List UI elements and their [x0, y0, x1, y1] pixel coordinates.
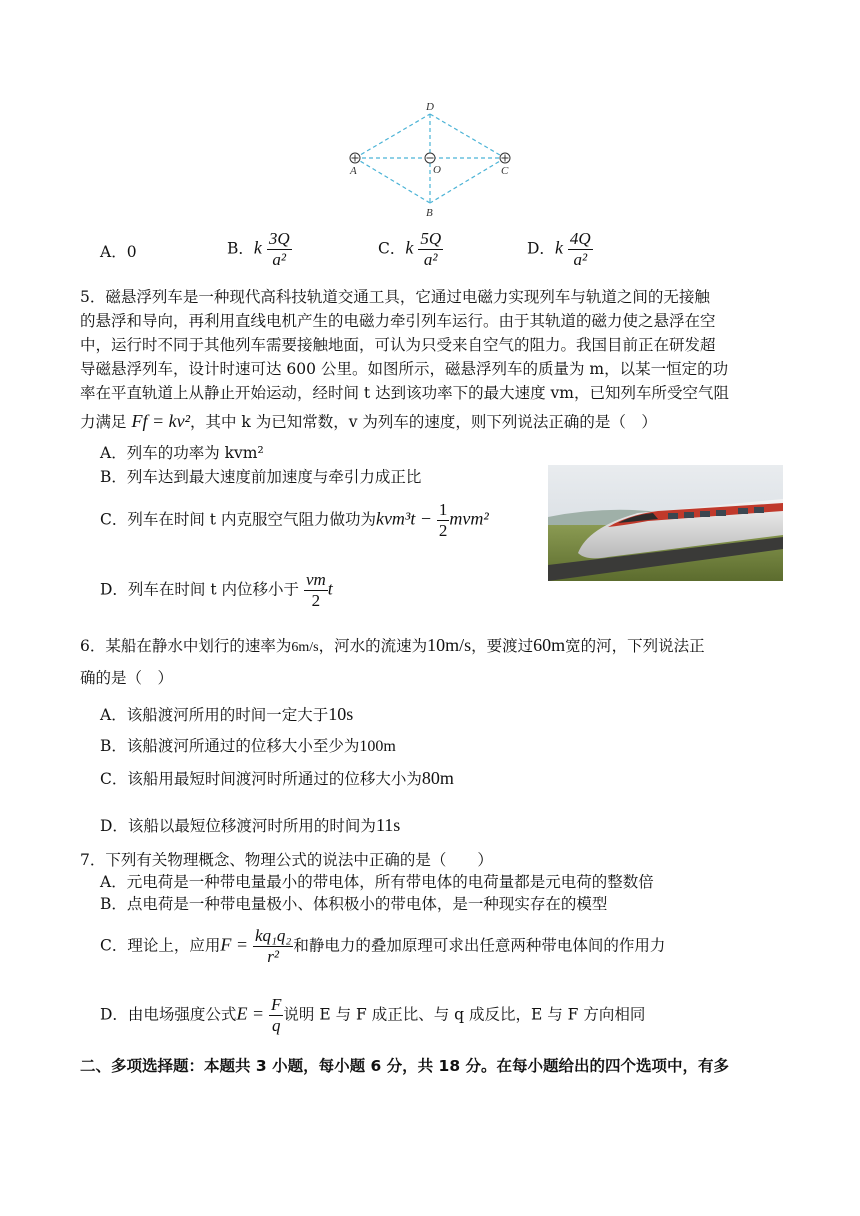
q5-option-c-denominator: 2	[438, 521, 448, 540]
label-c: C	[501, 165, 509, 177]
q7-coulomb-fraction	[253, 926, 293, 967]
q4-option-c-fraction	[418, 229, 443, 270]
q7-field-numerator: F	[271, 995, 282, 1014]
q5-stem-line6	[80, 410, 657, 433]
q6-option-a-value: 10s	[328, 704, 354, 724]
q4-option-a[interactable]: A．0	[100, 243, 137, 261]
edge-dc	[430, 114, 505, 158]
q7-option-c-text-a: C．理论上，应用	[100, 936, 221, 955]
q7-coulomb-lhs: F =	[220, 934, 249, 955]
q4-option-c-denominator: a²	[423, 250, 438, 269]
q5-stem-line4: 导磁悬浮列车，设计时速可达 600 公里。如图所示，磁悬浮列车的质量为 m，以某一恒定的功	[80, 360, 729, 378]
q6-stem-line2: 确的是（ ）	[80, 669, 174, 687]
q7-option-d-text-a: D．由电场强度公式	[100, 1005, 237, 1024]
q7-option-b[interactable]: B．点电荷是一种带电量极小、体积极小的带电体，是一种现实存在的模型	[100, 895, 608, 913]
q7-option-d-text-b: 说明 E 与 F 成正比、与 q 成反比，E 与 F 方向相同	[283, 1005, 646, 1024]
q6-boat-speed: 6m/s	[291, 640, 319, 655]
q4-option-c-label: C．	[378, 239, 406, 258]
label-d: D	[426, 101, 434, 113]
q7-field-fraction	[269, 995, 283, 1036]
rhombus-charge-diagram	[335, 100, 530, 220]
q5-option-d-text: D．列车在时间 t 内位移小于	[100, 580, 300, 599]
edge-ad	[355, 114, 430, 158]
q5-stem-line1: 5．磁悬浮列车是一种现代高科技轨道交通工具，它通过电磁力实现列车与轨道之间的无接触	[80, 288, 710, 306]
q6-option-d-value: 11s	[375, 815, 401, 835]
q6-water-speed: 10m/s	[427, 635, 472, 655]
q5-line6-suffix: ，其中 k 为已知常数，v 为列车的速度，则下列说法正确的是（ ）	[189, 413, 657, 431]
q6-option-a[interactable]	[100, 703, 353, 726]
q5-option-d-denominator: 2	[311, 591, 321, 610]
label-b: B	[426, 207, 433, 219]
section-2-heading: 二、多项选择题：本题共 3 小题，每小题 6 分，共 18 分。在每小题给出的四个选项中，有多	[80, 1057, 730, 1075]
q4-option-c-numerator: 5Q	[420, 229, 442, 248]
q6-option-d-text: D．该船以最短位移渡河时所用的时间为	[100, 817, 376, 835]
q7-coulomb-numerator: kq₁q₂	[254, 926, 292, 945]
q5-option-a[interactable]: A．列车的功率为 kvm²	[100, 444, 264, 462]
q6-option-a-text: A．该船渡河所用的时间一定大于	[100, 706, 329, 724]
q6-option-d[interactable]	[100, 814, 400, 837]
q6-stem-line1	[80, 634, 705, 659]
q5-stem-line5: 率在平直轨道上从静止开始运动，经时间 t 达到该功率下的最大速度 vm，已知列车所受空气阻	[80, 384, 729, 402]
label-o: O	[433, 164, 441, 176]
q6-text-c: ，要渡过	[471, 637, 534, 655]
q5-option-d-numerator: vm	[305, 570, 326, 589]
q5-option-d[interactable]	[100, 570, 333, 611]
q4-option-b-numerator: 3Q	[268, 229, 290, 248]
q5-option-c-numerator: 1	[438, 500, 448, 519]
q6-option-b-value: 100m	[359, 738, 396, 755]
q5-option-b[interactable]: B．列车达到最大速度前加速度与牵引力成正比	[100, 468, 422, 486]
edge-ba	[355, 158, 430, 203]
q5-stem-line2: 的悬浮和导向，再利用直线电机产生的电磁力牵引列车运行。由于其轨道的磁力使之悬浮在空	[80, 312, 716, 330]
q4-option-b-fraction	[267, 229, 292, 270]
q4-option-d-fraction	[568, 229, 593, 270]
q5-option-c-formula-a: kvm³t −	[375, 508, 432, 529]
q7-field-lhs: E =	[236, 1003, 265, 1024]
q4-option-b-k: k	[253, 237, 262, 258]
q6-text-d: 宽的河，下列说法正	[565, 637, 705, 655]
q4-option-b-label: B．	[227, 239, 254, 258]
q6-option-b-text: B．该船渡河所通过的位移大小至少为	[100, 737, 360, 755]
q6-option-c-value: 80m	[421, 768, 454, 788]
q7-option-a[interactable]: A．元电荷是一种带电量最小的带电体，所有带电体的电荷量都是元电荷的整数倍	[100, 873, 654, 891]
q7-field-denominator: q	[271, 1016, 281, 1035]
q4-option-d-denominator: a²	[573, 250, 588, 269]
q5-option-c-formula-b: mvm²	[449, 508, 489, 529]
q6-text-a: 6．某船在静水中划行的速率为	[80, 637, 292, 655]
q4-option-d-numerator: 4Q	[569, 229, 591, 248]
q4-option-d-k: k	[554, 237, 563, 258]
q7-option-c[interactable]	[100, 926, 665, 967]
q4-option-b[interactable]	[227, 229, 292, 270]
q7-option-c-text-b: 和静电力的叠加原理可求出任意两种带电体间的作用力	[293, 936, 666, 955]
q5-drag-formula: Ff = kv²	[131, 411, 190, 431]
q4-option-d-label: D．	[527, 239, 555, 258]
q5-option-d-fraction	[304, 570, 328, 611]
q7-stem: 7．下列有关物理概念、物理公式的说法中正确的是（ ）	[80, 851, 493, 869]
q5-option-c-text: C．列车在时间 t 内克服空气阻力做功为	[100, 510, 376, 529]
q6-option-b[interactable]	[100, 735, 396, 758]
q6-option-c-text: C．该船用最短时间渡河时所通过的位移大小为	[100, 770, 422, 788]
edge-cb	[430, 158, 505, 203]
q5-option-d-t: t	[327, 578, 333, 599]
q5-stem-line3: 中，运行时不同于其他列车需要接触地面，可认为只受来自空气的阻力。我国目前正在研发超	[80, 336, 716, 354]
q4-option-c-k: k	[405, 237, 414, 258]
q4-option-c[interactable]	[378, 229, 443, 270]
q5-line6-prefix: 力满足	[80, 413, 127, 431]
q7-coulomb-denominator: r²	[267, 947, 280, 966]
q4-option-d[interactable]	[527, 229, 593, 270]
q7-option-d[interactable]	[100, 995, 645, 1036]
q6-text-b: ，河水的流速为	[318, 637, 428, 655]
q5-option-c[interactable]	[100, 500, 489, 541]
q6-option-c[interactable]	[100, 767, 454, 790]
q6-river-width: 60m	[533, 635, 566, 655]
maglev-train-photo	[548, 465, 783, 581]
label-a: A	[350, 165, 357, 177]
q5-option-c-fraction	[437, 500, 450, 541]
q4-option-b-denominator: a²	[272, 250, 287, 269]
